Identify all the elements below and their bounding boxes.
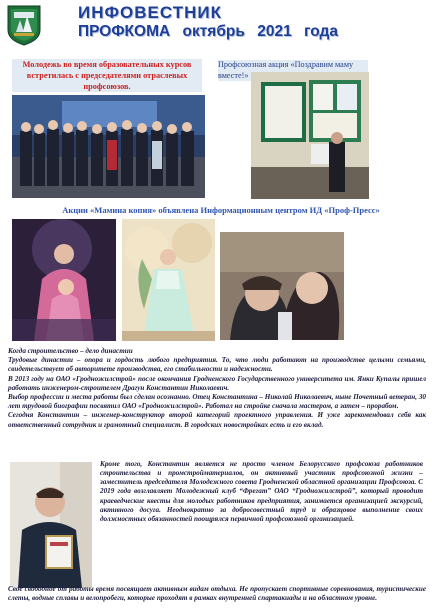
bulletin-subtitle: ПРОФКОМА октябрь 2021 года <box>78 23 338 40</box>
info-board-photo <box>251 72 369 199</box>
bulletin-title: ИНФОВЕСТНИК <box>78 3 222 22</box>
union-emblem-icon <box>6 4 42 46</box>
article-paragraph: Свое свободное от работы время посвящает активным видам отдыха. Не пропускает спортивные соревнования, туристические слеты, водные сплавы и велопробеги, которые проходят в рамках внутренней спартакиады и на областном уровне. <box>8 585 426 603</box>
girl-in-dress-photo <box>122 219 215 341</box>
youth-group-photo <box>12 95 205 198</box>
article-paragraph: Сегодня Константин – инженер-конструктор второй категорий проектного управления. И уже зарекомендовал себя как ответственный сотрудник и грамотный специалист. В городских новостройках есть и его вклад. <box>8 411 426 429</box>
mother-daughter-selfie-photo <box>220 232 344 340</box>
youth-courses-caption: Молодежь во время образовательных курсов встретилась с председателями отраслевых профсоюзов. <box>12 59 202 92</box>
article-upper <box>8 347 426 430</box>
article-paragraph: Кроме того, Константин является не просто членом Белорусского профсоюза работников строительства и промстройматериалов, он активный участник профсоюзной жизни – заместитель председателя Молодежного совета Гродненской областной организации Профсоюза. С 2019 года возглавляет Молодежный клуб “Фрегат” ОАО “Гродножилстрой”, который проводит краеведческие квесты для молодых работников предприятия, занимается организацией экскурсий, активного досуга. Неоднократно за добросовестный труд и образцовое выполнение своих должностных обязанностей поощрялся первичной профсоюзной организацией. <box>100 460 423 523</box>
konstantin-portrait-photo <box>10 462 92 588</box>
article-title: Когда строительство – дело династии <box>8 347 133 355</box>
mothers-campaign-caption: Профсоюзная акция «Поздравим маму вместе!» <box>218 60 368 81</box>
page-header <box>0 0 432 60</box>
mini-me-campaign-caption: Акции «Мамина копия» объявлена Информационным центром ИД «Проф-Пресс» <box>62 205 380 215</box>
article-wrap-text <box>100 460 423 524</box>
mother-daughter-pink-photo <box>12 219 116 341</box>
article-paragraph: В 2013 году на ОАО «Гродножилстрой» после окончания Гродненского Государственного университета им. Янки Купалы пришел работать инженером-строителем Драгун Константин Николаевич. <box>8 374 426 392</box>
article-paragraph: Трудовые династии – опора и гордость любого предприятия. То, что люди работают на производстве целыми семьями, свидетельствует об авторитете производства, его стабильности и надежности. <box>8 356 426 374</box>
article-paragraph: Выбор профессии и места работы был сделан осознанно. Отец Константина – Николай Николаевич, ныне Почетный ветеран, 30 лет трудовой биографии посвятил ОАО «Гродножилстрой». Работал на стройке сначала мастером, а затем – прорабом. <box>8 393 426 411</box>
